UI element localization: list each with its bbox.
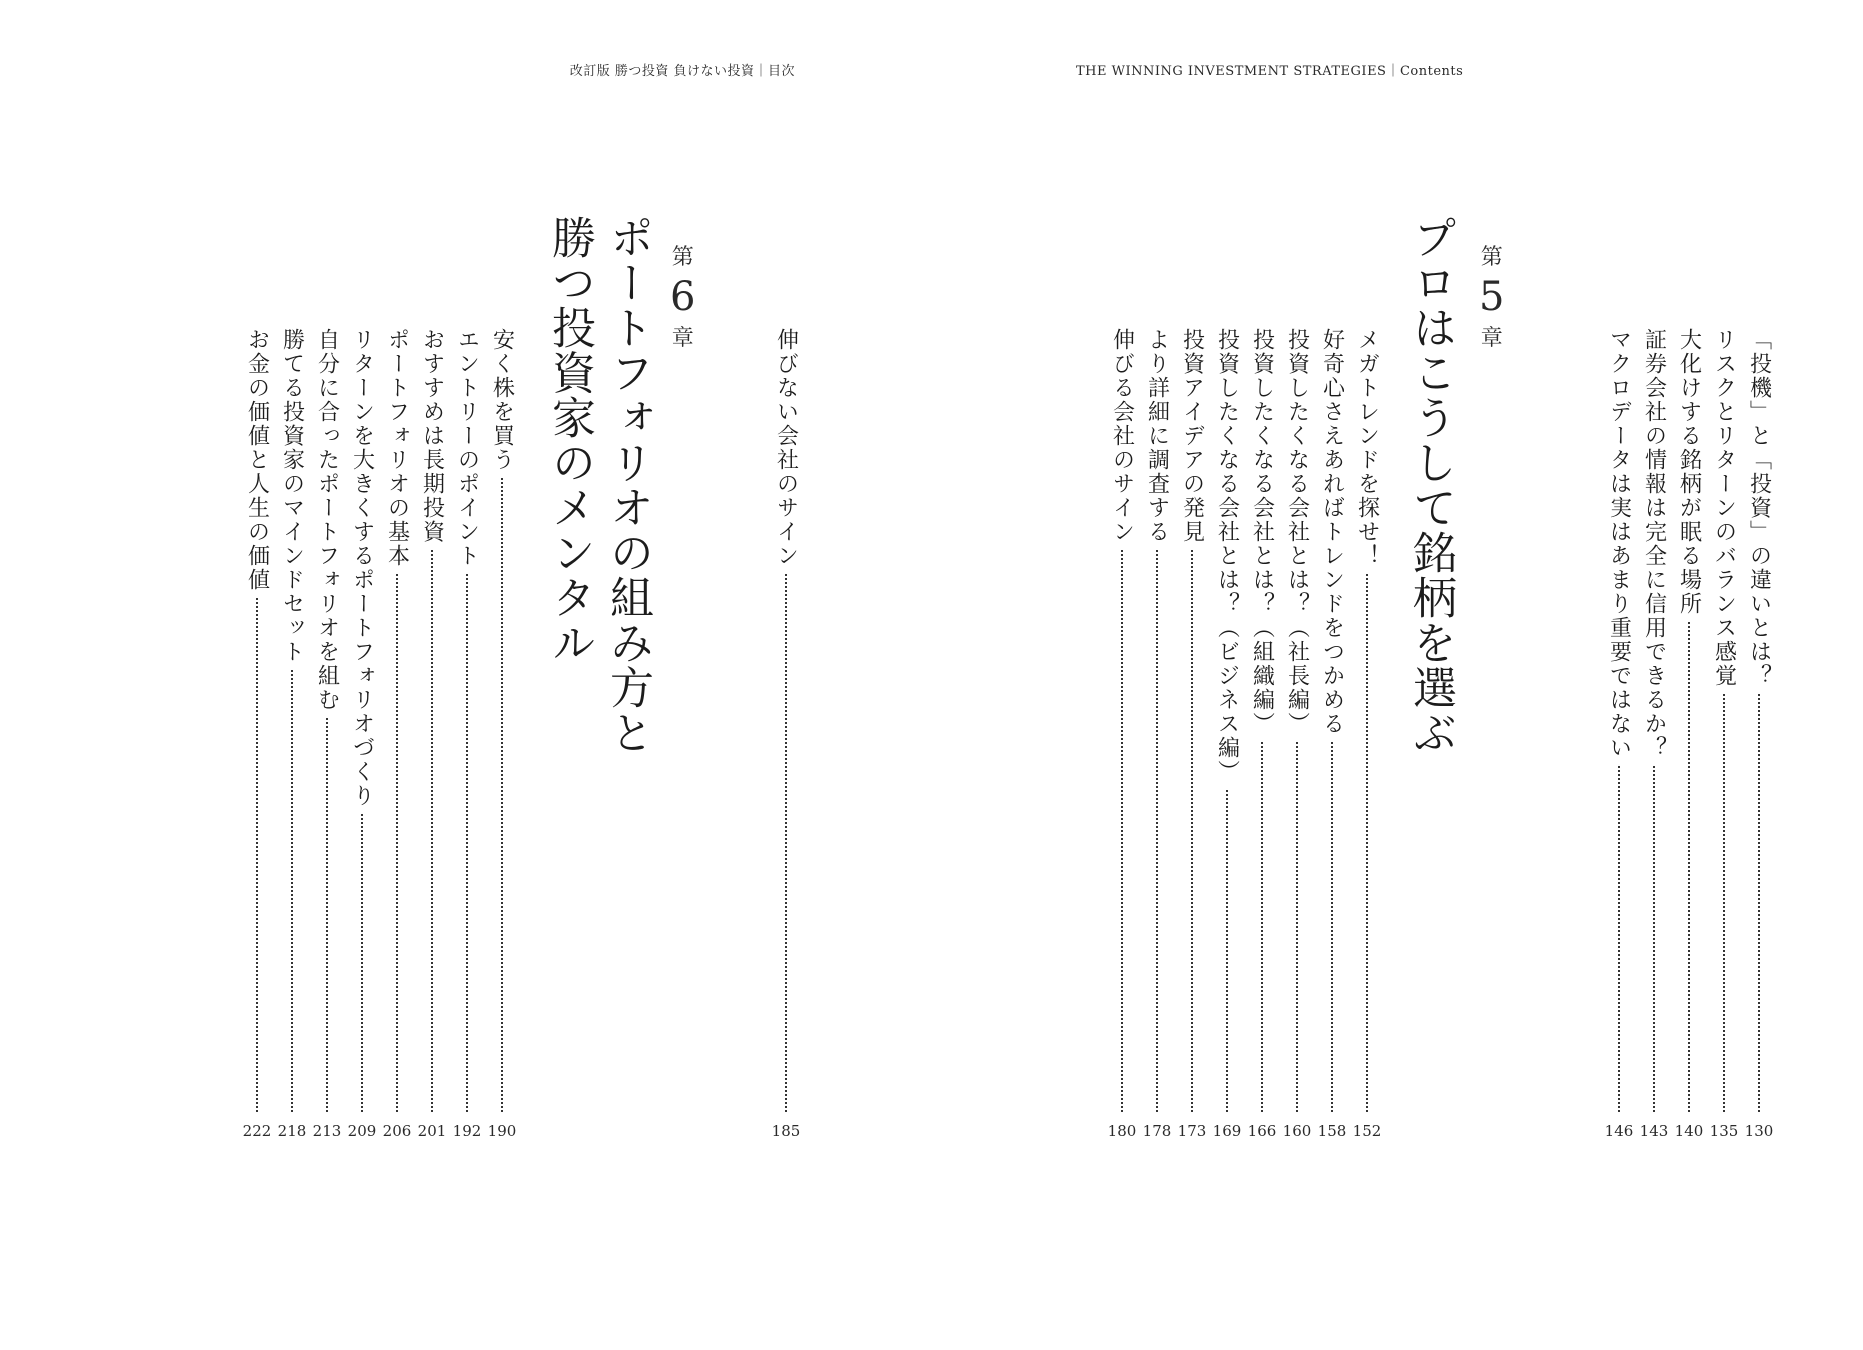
dot-leader <box>1723 694 1725 1112</box>
toc-entry-title: 勝てる投資家のマインドセット <box>279 328 305 664</box>
toc-entry <box>1743 328 1775 1118</box>
chapter-title <box>540 215 656 755</box>
toc-entry-title: 安く株を買う <box>489 328 515 472</box>
chapter-prefix: 第 <box>671 245 694 270</box>
toc-entry-title: お金の価値と人生の価値 <box>244 328 270 592</box>
toc-entry-title: 自分に合ったポートフォリオを組む <box>314 328 340 712</box>
running-head-right: THE WINNING INVESTMENT STRATEGIES｜Contents <box>1076 64 1464 79</box>
toc-entry-title: リターンを大きくするポートフォリオづくり <box>349 328 375 808</box>
toc-entry-title: 伸びる会社のサイン <box>1109 328 1135 544</box>
right-page <box>931 0 1862 1350</box>
toc-entry <box>1351 328 1383 1118</box>
toc-entry-title: 伸びない会社のサイン <box>773 328 799 568</box>
toc-page-number: 190 <box>487 1122 517 1140</box>
toc-entry-title: 大化けする銘柄が眠る場所 <box>1676 328 1702 616</box>
toc-entry-title: エントリーのポイント <box>454 328 480 568</box>
dot-leader <box>1191 550 1193 1112</box>
toc-entry-title: おすすめは長期投資 <box>419 328 445 544</box>
toc-entry-title: ポートフォリオの基本 <box>384 328 410 568</box>
dot-leader <box>1331 742 1333 1112</box>
toc-entry <box>1708 328 1740 1118</box>
toc-page-number: 140 <box>1674 1122 1704 1140</box>
dot-leader <box>501 478 503 1112</box>
dot-leader <box>396 574 398 1112</box>
dot-leader <box>1688 622 1690 1112</box>
dot-leader <box>326 718 328 1112</box>
toc-page-number: 206 <box>382 1122 412 1140</box>
chapter-suffix: 章 <box>1480 326 1503 351</box>
toc-entry <box>1246 328 1278 1118</box>
toc-page-number: 192 <box>452 1122 482 1140</box>
toc-page-number: 222 <box>242 1122 272 1140</box>
dot-leader <box>256 598 258 1112</box>
toc-entry <box>276 328 308 1118</box>
toc-entry-title: リスクとリターンのバランス感覚 <box>1711 328 1737 688</box>
chapter-number-mark <box>1479 240 1504 352</box>
dot-leader <box>1618 766 1620 1112</box>
toc-entry <box>1603 328 1635 1118</box>
toc-page-number: 185 <box>771 1122 801 1140</box>
toc-page-number: 152 <box>1352 1122 1382 1140</box>
toc-entry <box>311 328 343 1118</box>
toc-entry <box>381 328 413 1118</box>
toc-entry <box>1673 328 1705 1118</box>
toc-entry <box>1176 328 1208 1118</box>
chapter-number-mark <box>670 240 695 352</box>
toc-entry-title: 証券会社の情報は完全に信用できるか？ <box>1641 328 1667 760</box>
toc-entry-title: メガトレンドを探せ！ <box>1354 328 1380 568</box>
toc-page-number: 201 <box>417 1122 447 1140</box>
toc-entry <box>241 328 273 1118</box>
dot-leader <box>431 550 433 1112</box>
chapter-number: 5 <box>1479 274 1505 320</box>
chapter-title <box>1401 215 1459 755</box>
toc-entry <box>416 328 448 1118</box>
toc-page-number: 169 <box>1212 1122 1242 1140</box>
toc-entry <box>1211 328 1243 1118</box>
dot-leader <box>361 814 363 1112</box>
toc-page-number: 143 <box>1639 1122 1669 1140</box>
toc-page-number: 166 <box>1247 1122 1277 1140</box>
dot-leader <box>1226 790 1228 1112</box>
toc-entry-title: マクロデータは実はあまり重要ではない <box>1606 328 1632 760</box>
chapter-number: 6 <box>670 274 696 320</box>
toc-entry-title: 「投機」と「投資」の違いとは？ <box>1746 328 1772 688</box>
toc-page-number: 160 <box>1282 1122 1312 1140</box>
toc-page-number: 158 <box>1317 1122 1347 1140</box>
dot-leader <box>466 574 468 1112</box>
chapter-suffix: 章 <box>671 326 694 351</box>
toc-page-number: 146 <box>1604 1122 1634 1140</box>
toc-page-number: 178 <box>1142 1122 1172 1140</box>
toc-entry <box>346 328 378 1118</box>
chapter-title-line: ポートフォリオの組み方と <box>602 215 653 755</box>
chapter-title-line: プロはこうして銘柄を選ぶ <box>1405 215 1456 755</box>
chapter-prefix: 第 <box>1480 245 1503 270</box>
chapter-title-line: 勝つ投資家のメンタル <box>544 215 595 665</box>
toc-entry <box>1638 328 1670 1118</box>
toc-entry-title: 投資したくなる会社とは？（組織編） <box>1249 328 1275 736</box>
toc-entry <box>770 328 802 1118</box>
running-head-left: 改訂版 勝つ投資 負けない投資｜目次 <box>569 64 795 79</box>
toc-entry <box>486 328 518 1118</box>
dot-leader <box>1366 574 1368 1112</box>
toc-page-number: 130 <box>1744 1122 1774 1140</box>
toc-entry <box>451 328 483 1118</box>
dot-leader <box>1261 742 1263 1112</box>
toc-entry-title: 投資したくなる会社とは？（社長編） <box>1284 328 1310 736</box>
toc-page-number: 135 <box>1709 1122 1739 1140</box>
toc-entry <box>1281 328 1313 1118</box>
toc-page-number: 209 <box>347 1122 377 1140</box>
dot-leader <box>1758 694 1760 1112</box>
toc-page-number: 218 <box>277 1122 307 1140</box>
dot-leader <box>785 574 787 1112</box>
dot-leader <box>291 670 293 1112</box>
toc-entry-title: 投資アイデアの発見 <box>1179 328 1205 544</box>
dot-leader <box>1653 766 1655 1112</box>
toc-entry <box>1316 328 1348 1118</box>
toc-entry-title: より詳細に調査する <box>1144 328 1170 544</box>
toc-entry <box>1141 328 1173 1118</box>
left-page <box>0 0 931 1350</box>
toc-page-number: 213 <box>312 1122 342 1140</box>
dot-leader <box>1121 550 1123 1112</box>
dot-leader <box>1156 550 1158 1112</box>
toc-entry-title: 投資したくなる会社とは？（ビジネス編） <box>1214 328 1240 784</box>
toc-entry-title: 好奇心さえあればトレンドをつかめる <box>1319 328 1345 736</box>
toc-entry <box>1106 328 1138 1118</box>
toc-page-number: 180 <box>1107 1122 1137 1140</box>
toc-page-number: 173 <box>1177 1122 1207 1140</box>
dot-leader <box>1296 742 1298 1112</box>
